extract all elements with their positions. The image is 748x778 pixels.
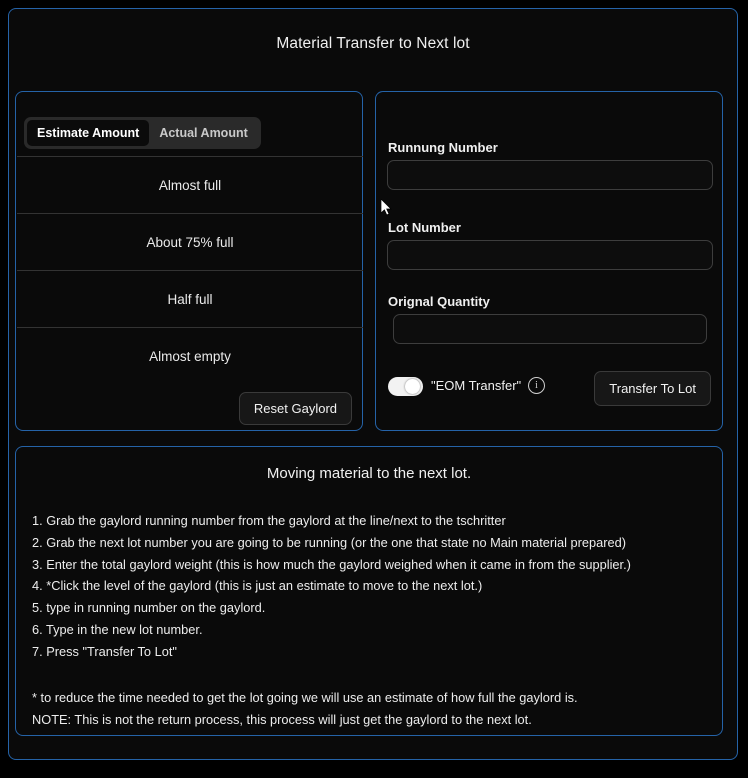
app-window [8, 8, 738, 760]
list-item: 3. Enter the total gaylord weight (this is how much the gaylord weighed when it came in from the supplier.) [32, 556, 631, 572]
list-item: 4. *Click the level of the gaylord (this is just an estimate to move to the next lot.) [32, 578, 483, 594]
instructions-note-return-process: NOTE: This is not the return process, this process will just get the gaylord to the next lot. [32, 712, 532, 727]
estimate-amount-panel [15, 91, 363, 431]
instructions-title: Moving material to the next lot. [266, 465, 472, 482]
level-option-almost-full[interactable]: Almost full [17, 156, 363, 213]
list-item: 7. Press "Transfer To Lot" [32, 643, 177, 659]
tab-actual-amount[interactable]: Actual Amount [159, 126, 248, 140]
reset-gaylord-button[interactable]: Reset Gaylord [239, 392, 352, 425]
eom-transfer-toggle[interactable] [388, 377, 423, 396]
instructions-list [16, 510, 722, 663]
instructions-panel [15, 446, 723, 736]
running-number-input[interactable] [387, 160, 713, 190]
transfer-to-lot-button[interactable]: Transfer To Lot [594, 371, 711, 406]
list-item: 1. Grab the gaylord running number from the gaylord at the line/next to the tschritter [32, 513, 506, 528]
instructions-note-estimate: * to reduce the time needed to get the lot going we will use an estimate of how full the gaylord is. [32, 690, 578, 705]
running-number-label: Runnung Number [388, 140, 498, 155]
level-option-half-full[interactable]: Half full [17, 270, 363, 327]
page-title: Material Transfer to Next lot [276, 35, 470, 52]
info-icon[interactable]: i [528, 377, 545, 394]
original-quantity-input[interactable] [393, 314, 707, 344]
level-option-about-75-percent-full[interactable]: About 75% full [17, 213, 363, 270]
transfer-form-panel [375, 91, 723, 431]
amount-mode-toggle-group[interactable] [24, 117, 261, 149]
list-item: 2. Grab the next lot number you are going to be running (or the one that state no Main material prepared) [32, 534, 626, 550]
list-item: 5. type in running number on the gaylord. [32, 600, 266, 616]
original-quantity-label: Orignal Quantity [388, 294, 490, 309]
eom-transfer-label: "EOM Transfer" [431, 378, 522, 393]
level-option-almost-empty[interactable]: Almost empty [17, 327, 363, 384]
tab-estimate-amount[interactable]: Estimate Amount [27, 120, 149, 146]
lot-number-label: Lot Number [388, 220, 461, 235]
lot-number-input[interactable] [387, 240, 713, 270]
list-item: 6. Type in the new lot number. [32, 621, 203, 637]
